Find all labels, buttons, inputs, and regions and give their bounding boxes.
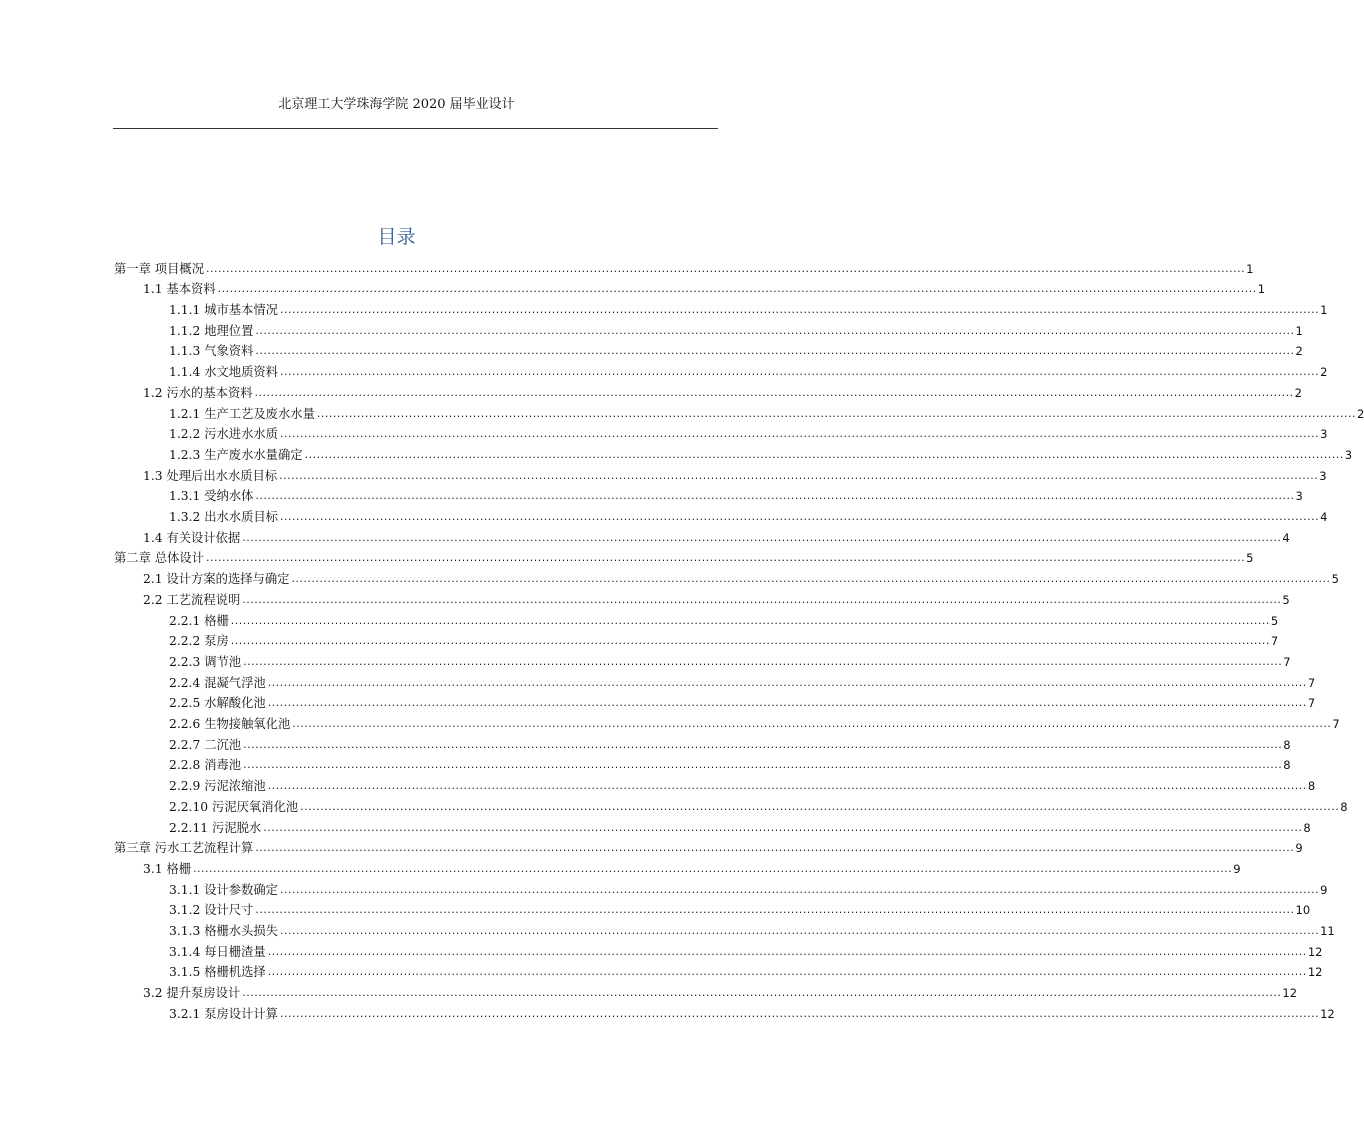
toc-entry[interactable] <box>169 318 1303 339</box>
toc-entry-label: 第二章 总体设计 <box>114 551 204 566</box>
toc-entry[interactable] <box>169 670 1316 691</box>
toc-entry-label: 3.2.1 泵房设计计算 <box>169 1006 278 1021</box>
toc-entry-page: 2 <box>1295 344 1303 359</box>
toc-entry[interactable] <box>169 732 1291 753</box>
toc-entry-label: 第一章 项目概况 <box>114 261 204 276</box>
toc-leader-dots: .................................................................................................................................................................................................................................................................... <box>267 696 1307 710</box>
toc-entry[interactable] <box>143 587 1290 608</box>
toc-entry-label: 2.2.5 水解酸化池 <box>169 696 266 711</box>
toc-leader-dots: .................................................................................................................................................................................................................................................................... <box>279 365 1320 379</box>
toc-entry[interactable] <box>143 567 1339 588</box>
toc-entry-page: 7 <box>1307 696 1316 711</box>
toc-entry[interactable] <box>169 774 1316 795</box>
toc-entry[interactable] <box>169 649 1291 670</box>
toc-leader-dots: .................................................................................................................................................................................................................................................................... <box>304 447 1344 461</box>
toc-entry-label: 1.4 有关设计依据 <box>143 530 241 545</box>
toc-entry[interactable] <box>169 360 1328 381</box>
toc-entry-label: 2.2.9 污泥浓缩池 <box>169 779 266 794</box>
toc-entry-label: 3.1.1 设计参数确定 <box>169 882 278 897</box>
toc-entry-label: 3.2 提升泵房设计 <box>143 986 241 1001</box>
toc-entry[interactable] <box>169 608 1279 629</box>
toc-entry-page: 8 <box>1283 758 1291 773</box>
toc-entry[interactable] <box>114 546 1254 567</box>
toc-entry-page: 2 <box>1294 385 1302 400</box>
toc-leader-dots: .................................................................................................................................................................................................................................................................... <box>292 717 1332 731</box>
toc-title: 目录 <box>377 226 416 248</box>
toc-entry-page: 1 <box>1320 303 1328 318</box>
toc-entry-page: 2 <box>1320 365 1328 380</box>
toc-entry[interactable] <box>169 898 1311 919</box>
toc-entry-label: 1.3.2 出水水质目标 <box>169 510 278 525</box>
toc-entry-label: 3.1 格栅 <box>143 861 192 876</box>
toc-leader-dots: .................................................................................................................................................................................................................................................................... <box>206 551 1246 565</box>
toc-entry-page: 8 <box>1307 779 1316 794</box>
toc-entry-label: 3.1.4 每日栅渣量 <box>169 944 266 959</box>
toc-entry-label: 2.2.11 污泥脱水 <box>169 820 262 835</box>
toc-leader-dots: .................................................................................................................................................................................................................................................................... <box>193 861 1233 875</box>
toc-entry-page: 5 <box>1331 572 1339 587</box>
toc-entry-page: 8 <box>1283 737 1291 752</box>
toc-leader-dots: .................................................................................................................................................................................................................................................................... <box>279 427 1320 441</box>
toc-leader-dots: .................................................................................................................................................................................................................................................................... <box>230 613 1270 627</box>
toc-entry-label: 3.1.3 格栅水头损失 <box>169 924 278 939</box>
toc-entry-label: 1.2.3 生产废水水量确定 <box>169 447 303 462</box>
toc-entry-page: 7 <box>1283 654 1291 669</box>
toc-entry-label: 1.3.1 受纳水体 <box>169 489 254 504</box>
toc-entry-label: 1.1 基本资料 <box>143 282 216 297</box>
toc-leader-dots: .................................................................................................................................................................................................................................................................... <box>291 572 1331 586</box>
toc-entry-label: 2.2.6 生物接触氧化池 <box>169 717 291 732</box>
toc-leader-dots: .................................................................................................................................................................................................................................................................... <box>243 758 1283 772</box>
toc-entry-page: 1 <box>1257 282 1266 297</box>
toc-entry-page: 9 <box>1233 861 1241 876</box>
toc-entry[interactable] <box>143 277 1266 298</box>
toc-entry-page: 9 <box>1295 841 1303 856</box>
toc-leader-dots: .................................................................................................................................................................................................................................................................... <box>230 634 1270 648</box>
toc-leader-dots: .................................................................................................................................................................................................................................................................... <box>242 592 1282 606</box>
toc-leader-dots: .................................................................................................................................................................................................................................................................... <box>267 675 1307 689</box>
toc-leader-dots: .................................................................................................................................................................................................................................................................... <box>267 779 1307 793</box>
toc-entry-page: 3 <box>1319 468 1327 483</box>
toc-leader-dots: .................................................................................................................................................................................................................................................................... <box>217 282 1257 296</box>
toc-entry-label: 1.1.2 地理位置 <box>169 323 254 338</box>
toc-entry-page: 9 <box>1320 882 1328 897</box>
toc-entry[interactable] <box>169 422 1328 443</box>
toc-entry-page: 2 <box>1357 406 1364 421</box>
toc-leader-dots: .................................................................................................................................................................................................................................................................... <box>267 944 1307 958</box>
toc-entry-label: 2.2.8 消毒池 <box>169 758 242 773</box>
toc-entry-page: 3 <box>1344 447 1353 462</box>
toc-leader-dots: .................................................................................................................................................................................................................................................................... <box>242 530 1282 544</box>
toc-leader-dots: .................................................................................................................................................................................................................................................................... <box>279 468 1319 482</box>
toc-entry-label: 1.2.1 生产工艺及废水水量 <box>169 406 315 421</box>
toc-leader-dots: .................................................................................................................................................................................................................................................................... <box>255 323 1295 337</box>
toc-entry-label: 2.2.1 格栅 <box>169 613 229 628</box>
toc-entry[interactable] <box>169 297 1328 318</box>
header-rule <box>113 128 718 129</box>
toc-entry-label: 第三章 污水工艺流程计算 <box>114 841 254 856</box>
toc-entry-label: 1.2.2 污水进水水质 <box>169 427 278 442</box>
toc-leader-dots: .................................................................................................................................................................................................................................................................... <box>255 344 1295 358</box>
toc-entry-label: 3.1.2 设计尺寸 <box>169 903 254 918</box>
toc-entry[interactable] <box>114 256 1254 277</box>
toc-leader-dots: .................................................................................................................................................................................................................................................................... <box>279 303 1320 317</box>
toc-entry-label: 2.2.7 二沉池 <box>169 737 242 752</box>
toc-entry[interactable] <box>169 711 1340 732</box>
toc-leader-dots: .................................................................................................................................................................................................................................................................... <box>255 841 1295 855</box>
toc-leader-dots: .................................................................................................................................................................................................................................................................... <box>263 820 1303 834</box>
toc-leader-dots: .................................................................................................................................................................................................................................................................... <box>255 489 1295 503</box>
toc-entry-page: 7 <box>1332 717 1340 732</box>
toc-leader-dots: .................................................................................................................................................................................................................................................................... <box>300 799 1340 813</box>
toc-entry-page: 12 <box>1282 986 1298 1001</box>
toc-entry-page: 1 <box>1246 261 1254 276</box>
toc-entry[interactable] <box>169 794 1348 815</box>
toc-leader-dots: .................................................................................................................................................................................................................................................................... <box>279 882 1320 896</box>
toc-entry[interactable] <box>169 753 1291 774</box>
toc-leader-dots: .................................................................................................................................................................................................................................................................... <box>279 510 1320 524</box>
toc-entry-page: 3 <box>1295 489 1303 504</box>
toc-entry-page: 4 <box>1320 510 1328 525</box>
toc-entry-page: 12 <box>1307 944 1323 959</box>
toc-entry-page: 3 <box>1320 427 1328 442</box>
toc-leader-dots: .................................................................................................................................................................................................................................................................... <box>243 654 1283 668</box>
toc-leader-dots: .................................................................................................................................................................................................................................................................... <box>255 903 1295 917</box>
toc-entry-page: 8 <box>1340 799 1348 814</box>
toc-entry[interactable] <box>169 1001 1335 1022</box>
toc-entry-page: 10 <box>1295 903 1311 918</box>
toc-entry[interactable] <box>169 504 1328 525</box>
toc-entry[interactable] <box>143 463 1327 484</box>
toc-entry-page: 1 <box>1295 323 1303 338</box>
toc-leader-dots: .................................................................................................................................................................................................................................................................... <box>206 261 1246 275</box>
toc-entry-page: 11 <box>1320 924 1335 939</box>
toc-entry-page: 5 <box>1270 613 1279 628</box>
toc-entry-label: 2.2.4 混凝气浮池 <box>169 675 266 690</box>
page-header: 北京理工大学珠海学院 2020 届毕业设计 <box>278 97 515 112</box>
toc-leader-dots: .................................................................................................................................................................................................................................................................... <box>279 1006 1320 1020</box>
toc-entry[interactable] <box>169 339 1303 360</box>
toc-leader-dots: .................................................................................................................................................................................................................................................................... <box>254 385 1294 399</box>
toc-entry-label: 2.2.10 污泥厌氧消化池 <box>169 799 299 814</box>
toc-entry[interactable] <box>169 401 1364 422</box>
toc-entry-page: 4 <box>1282 530 1290 545</box>
toc-entry[interactable] <box>169 877 1328 898</box>
toc-entry-label: 2.2.2 泵房 <box>169 634 229 649</box>
toc-entry[interactable] <box>169 939 1323 960</box>
toc-entry[interactable] <box>169 484 1303 505</box>
toc-entry[interactable] <box>143 380 1302 401</box>
toc-entry-label: 1.1.3 气象资料 <box>169 344 254 359</box>
toc-entry[interactable] <box>143 981 1298 1002</box>
toc-entry-page: 8 <box>1303 820 1311 835</box>
toc-entry[interactable] <box>169 691 1316 712</box>
toc-leader-dots: .................................................................................................................................................................................................................................................................... <box>242 986 1282 1000</box>
toc-leader-dots: .................................................................................................................................................................................................................................................................... <box>279 924 1320 938</box>
toc-entry-label: 1.3 处理后出水水质目标 <box>143 468 278 483</box>
toc-entry-page: 7 <box>1270 634 1279 649</box>
toc-entry[interactable] <box>143 525 1290 546</box>
toc-entry[interactable] <box>143 856 1241 877</box>
toc-entry-label: 1.2 污水的基本资料 <box>143 385 253 400</box>
toc-entry-page: 7 <box>1307 675 1316 690</box>
toc-entry-label: 3.1.5 格栅机选择 <box>169 965 266 980</box>
toc-entry-label: 2.2 工艺流程说明 <box>143 592 241 607</box>
toc-entry-label: 1.1.1 城市基本情况 <box>169 303 278 318</box>
toc-entry-label: 2.2.3 调节池 <box>169 654 242 669</box>
toc-entry-label: 1.1.4 水文地质资料 <box>169 365 278 380</box>
toc-leader-dots: .................................................................................................................................................................................................................................................................... <box>243 737 1283 751</box>
toc-entry-page: 12 <box>1307 965 1323 980</box>
toc-entry[interactable] <box>169 442 1353 463</box>
toc-entry-label: 2.1 设计方案的选择与确定 <box>143 572 290 587</box>
toc-entry[interactable] <box>169 629 1279 650</box>
toc-entry[interactable] <box>169 960 1323 981</box>
toc-entry[interactable] <box>169 815 1311 836</box>
toc-entry[interactable] <box>169 918 1335 939</box>
toc-entry-page: 5 <box>1246 551 1254 566</box>
toc-entry[interactable] <box>114 836 1303 857</box>
toc-leader-dots: .................................................................................................................................................................................................................................................................... <box>267 965 1307 979</box>
toc-leader-dots: .................................................................................................................................................................................................................................................................... <box>316 406 1356 420</box>
toc-entry-page: 12 <box>1320 1006 1335 1021</box>
toc-entry-page: 5 <box>1282 592 1290 607</box>
